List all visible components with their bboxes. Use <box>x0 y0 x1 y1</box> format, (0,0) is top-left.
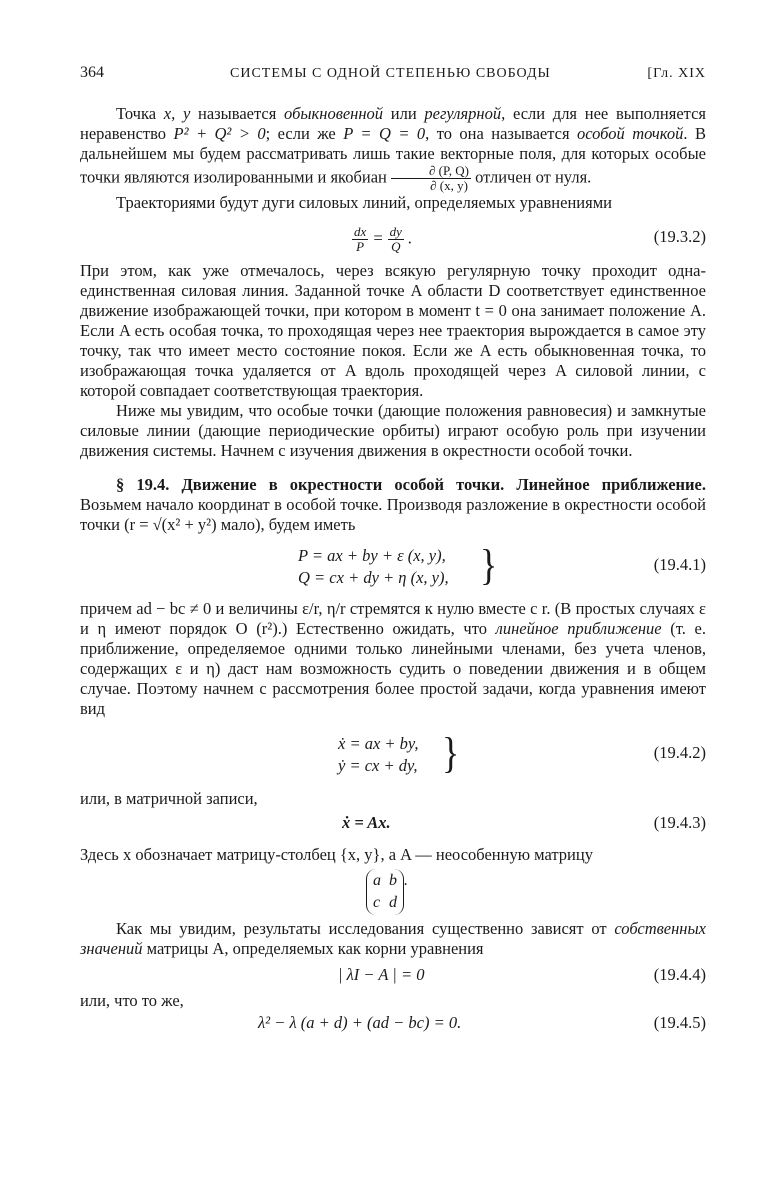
paragraph-trajectories: Траекториями будут дуги силовых линий, определяемых уравнениями <box>116 193 612 212</box>
equation-19-4-5: λ² − λ (a + d) + (ad − bc) = 0. (19.4.5) <box>258 1013 706 1032</box>
page-number: 364 <box>80 64 104 81</box>
equation-19-4-2: ẋ = ax + by, ẏ = cx + dy, } (19.4.2) <box>338 728 706 777</box>
equation-19-4-3: ẋ = Ax. (19.4.3) <box>342 813 706 832</box>
paragraph-regular-point: Точка x, y называется обыкновенной или регулярной, если для нее выполняется неравенство P² + Q² > 0; если же P = Q = 0, то она называется особой точкой. В дальнейшем мы будем рассматривать лишь такие векторные поля, для которых особые точки являются изолированными и якобиан $\frac{\partial (P, Q)}{\partial (x, y)}$ отличен от нуля. <box>80 104 706 193</box>
equation-label: (19.4.3) <box>653 813 706 832</box>
section-19-4: § 19.4. Движение в окрестности особой точки. Линейное приближение. Возьмем начало координат в особой точке. Производя разложение в окрестности особой точки (r = √(x² + y²) мало), будем иметь <box>80 475 706 534</box>
equation-label: (19.3.2) <box>653 227 706 246</box>
section-heading: § 19.4. Движение в окрестности особой точки. Линейное приближение. <box>116 475 706 494</box>
equation-label: (19.4.1) <box>653 555 706 574</box>
paragraph-eigenvalues: Как мы увидим, результаты исследования существенно зависят от собственных значений матрицы A, определяемых как корни уравнения <box>80 919 706 958</box>
equation-19-4-4: | λI − A | = 0 (19.4.4) <box>338 965 706 984</box>
equation-label: (19.4.4) <box>653 965 706 984</box>
paragraph-singular-points: Ниже мы увидим, что особые точки (дающие положения равновесия) и замкнутые силовые линии (дающие периодические орбиты) играют особую роль при изучении движения системы. Начнем с изучения движения в окрестности особой точки. <box>80 401 706 460</box>
equation-label: (19.4.2) <box>653 743 706 762</box>
matrix-abcd: a b c d . <box>80 869 706 915</box>
equation-19-4-1: P = ax + by + ε (x, y), Q = cx + dy + η (x, y), } (19.4.1) <box>298 540 706 589</box>
chapter-label: [Гл. XIX <box>647 66 706 81</box>
paragraph-or-same: или, что то же, <box>80 991 184 1010</box>
paragraph-motion: При этом, как уже отмечалось, через всякую регулярную точку проходит одна-единственная силовая линия. Заданной точке A области D соответствует единственное движение изображающей точки, при котором в момент t = 0 она занимает положение A. Если A есть особая точка, то проходящая через нее траектория вырождается в самое эту точку, так что имеет место состояние покоя. Если же A есть обыкновенная точка, то изображающая точка удаляется от A вдоль проходящей через A силовой линии, с которой совпадает соответствующая траектория. <box>80 261 706 400</box>
running-title: СИСТЕМЫ С ОДНОЙ СТЕПЕНЬЮ СВОБОДЫ <box>230 66 551 81</box>
page-header <box>80 64 706 88</box>
jacobian-fraction: $\frac{\partial (P, Q)}{\partial (x, y)}$ <box>391 164 471 193</box>
paragraph-matrix-form: или, в матричной записи, <box>80 789 258 808</box>
paragraph-column-matrix: Здесь x обозначает матрицу-столбец {x, y}, а A — неособенную матрицу <box>80 845 593 864</box>
equation-label: (19.4.5) <box>653 1013 706 1032</box>
paragraph-linear-approx: причем ad − bc ≠ 0 и величины ε/r, η/r стремятся к нулю вместе с r. (В простых случаях ε и η имеют порядок O (r²).) Естественно ожидать, что линейное приближение (т. е. приближение, определяемое одними только линейными членами, без учета членов, содержащих ε и η) даст нам возможность судить о поведении движения и в общем случае. Поэтому начнем с рассмотрения более простой задачи, когда уравнения имеют вид <box>80 599 706 718</box>
page-body <box>80 104 706 1039</box>
equation-19-3-2: $\frac{dx}{P}$ = $\frac{dy}{Q}$ . (19.3.2) <box>354 224 706 254</box>
